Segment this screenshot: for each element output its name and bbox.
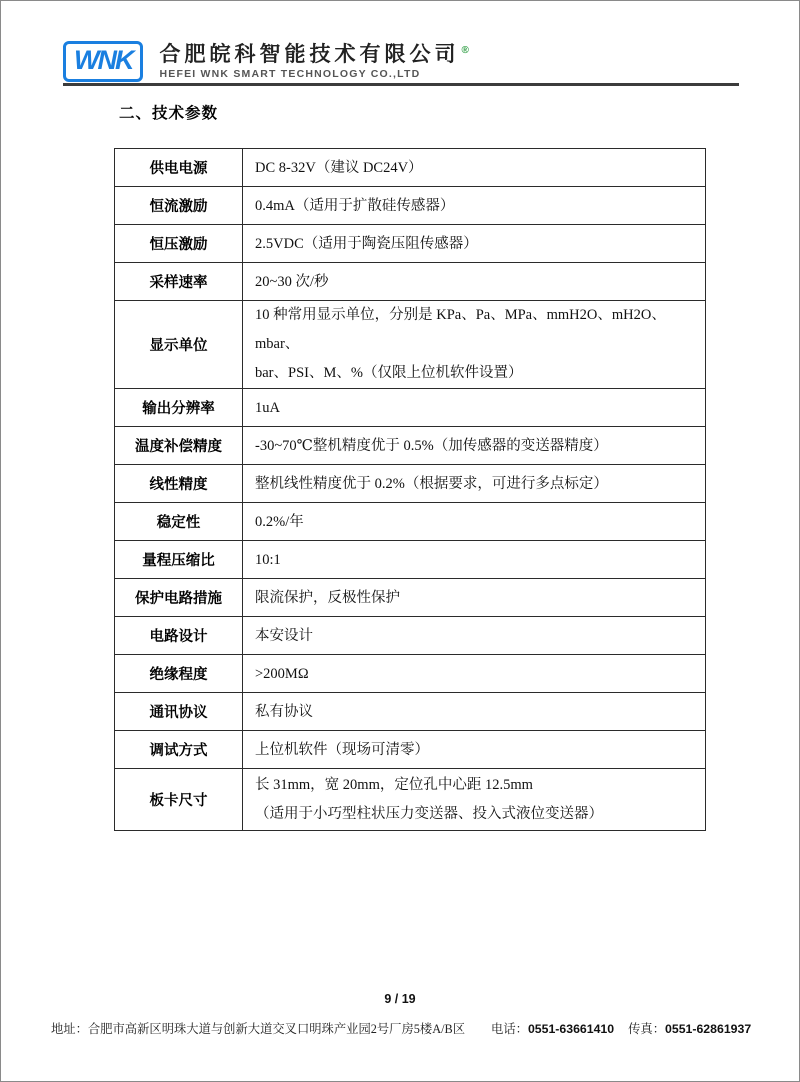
param-value: 长 31mm，宽 20mm，定位孔中心距 12.5mm （适用于小巧型柱状压力变送器、投入式液位变送器）: [243, 769, 706, 831]
table-row: [115, 187, 706, 225]
param-value: DC 8-32V（建议 DC24V）: [243, 149, 706, 187]
page-header: [63, 41, 739, 82]
table-row: [115, 503, 706, 541]
table-row: [115, 769, 706, 831]
param-value: 限流保护，反极性保护: [243, 579, 706, 617]
address-text: 合肥市高新区明珠大道与创新大道交叉口明珠产业园2号厂房5楼A/B区: [87, 1022, 466, 1036]
param-value: 1uA: [243, 389, 706, 427]
table-row: [115, 731, 706, 769]
param-value: 本安设计: [243, 617, 706, 655]
company-name-en: HEFEI WNK SMART TECHNOLOGY CO.,LTD: [159, 68, 421, 81]
table-row: [115, 149, 706, 187]
table-row: [115, 541, 706, 579]
param-label: 保护电路措施: [115, 579, 243, 617]
table-row: [115, 655, 706, 693]
table-row: [115, 389, 706, 427]
page-number: 9 / 19: [384, 992, 416, 1006]
param-value: 整机线性精度优于 0.2%（根据要求，可进行多点标定）: [243, 465, 706, 503]
param-value: -30~70℃整机精度优于 0.5%（加传感器的变送器精度）: [243, 427, 706, 465]
param-label: 显示单位: [115, 301, 243, 389]
param-value: 20~30 次/秒: [243, 263, 706, 301]
param-value: 上位机软件（现场可清零）: [243, 731, 706, 769]
param-value: 私有协议: [243, 693, 706, 731]
phone-label: 电话：: [491, 1022, 528, 1036]
param-value: 10:1: [243, 541, 706, 579]
table-row: [115, 263, 706, 301]
table-row: [115, 301, 706, 389]
param-value: 2.5VDC（适用于陶瓷压阻传感器）: [243, 225, 706, 263]
fax-number: 0551-62861937: [665, 1022, 752, 1036]
param-label: 采样速率: [115, 263, 243, 301]
param-value: 0.4mA（适用于扩散硅传感器）: [243, 187, 706, 225]
param-value: >200MΩ: [243, 655, 706, 693]
company-name-cn: 合肥皖科智能技术有限公司 ®: [159, 41, 469, 66]
table-row: [115, 693, 706, 731]
param-label: 通讯协议: [115, 693, 243, 731]
table-row: [115, 579, 706, 617]
section-title: 二、技术参数: [119, 105, 219, 122]
tech-params-table: [114, 148, 706, 831]
param-label: 量程压缩比: [115, 541, 243, 579]
table-row: [115, 427, 706, 465]
table-row: [115, 465, 706, 503]
company-logo: [63, 41, 143, 82]
param-value: 0.2%/年: [243, 503, 706, 541]
address-label: 地址：: [51, 1022, 88, 1036]
param-label: 稳定性: [115, 503, 243, 541]
phone-number: 0551-63661410: [527, 1022, 615, 1036]
table-row: [115, 617, 706, 655]
param-label: 输出分辨率: [115, 389, 243, 427]
param-label: 电路设计: [115, 617, 243, 655]
param-value: 10 种常用显示单位，分别是 KPa、Pa、MPa、mmH2O、mH2O、mbar、 bar、PSI、M、%（仅限上位机软件设置）: [243, 301, 706, 389]
fax-label: 传真：: [628, 1022, 666, 1036]
param-label: 线性精度: [115, 465, 243, 503]
registered-trademark-icon: ®: [461, 44, 469, 56]
logo-text: WNK: [74, 45, 133, 75]
company-name-block: [159, 43, 468, 80]
param-label: 恒流激励: [115, 187, 243, 225]
param-label: 板卡尺寸: [115, 769, 243, 831]
param-label: 恒压激励: [115, 225, 243, 263]
param-label: 供电电源: [115, 149, 243, 187]
param-label: 温度补偿精度: [115, 427, 243, 465]
param-label: 调试方式: [115, 731, 243, 769]
header-divider: [63, 83, 739, 86]
footer-contact-line: [51, 1019, 751, 1037]
param-label: 绝缘程度: [115, 655, 243, 693]
table-row: [115, 225, 706, 263]
